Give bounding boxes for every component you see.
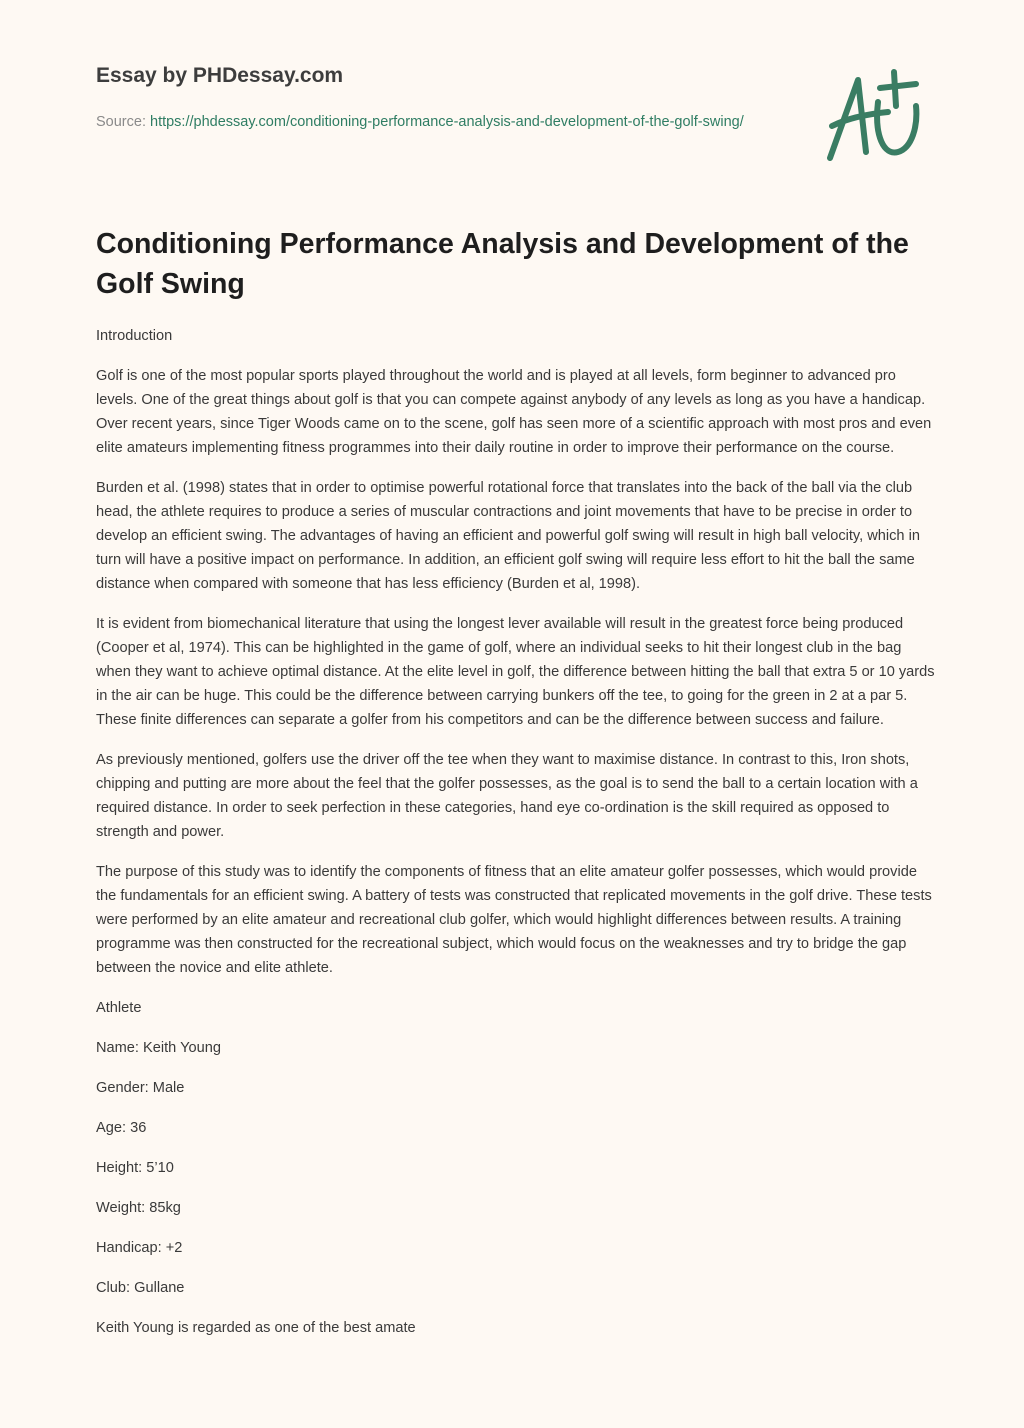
source-line [96, 110, 756, 134]
paragraph: Burden et al. (1998) states that in order to optimise powerful rotational force that translates into the back of the ball via the club head, the athlete requires to produce a series of muscular contractions and joint movements that have to be precise in order to develop an efficient swing. The advantages of having an efficient and powerful golf swing will result in high ball velocity, which in turn will have a positive impact on performance. In addition, an efficient golf swing will require less effort to hit the ball the same distance when compared with someone that has less efficiency (Burden et al, 1998). [96, 480, 920, 592]
paragraph: Name: Keith Young [96, 1040, 221, 1056]
paragraph: Golf is one of the most popular sports played throughout the world and is played at all levels, form beginner to advanced pro levels. One of the great things about golf is that you can compete against anybody of any levels as long as you have a handicap. Over recent years, since Tiger Woods came on to the scene, golf has seen more of a scientific approach with most pros and even elite amateurs implementing fitness programmes into their daily routine in order to improve their performance on the course. [96, 368, 932, 456]
paragraph: Height: 5’10 [96, 1160, 174, 1176]
site-brand: Essay by PHDessay.com [96, 64, 344, 87]
source-link[interactable]: https://phdessay.com/conditioning-performance-analysis-and-development-of-the-golf-swing/ [150, 114, 744, 130]
a-plus-logo-icon [818, 66, 928, 166]
paragraph: The purpose of this study was to identify the components of fitness that an elite amateur golfer possesses, which would provide the fundamentals for an efficient swing. A battery of tests was constructed that replicated movements in the golf drive. These tests were performed by an elite amateur and recreational club golfer, which would highlight differences between results. A training programme was then constructed for the recreational subject, which would focus on the weaknesses and try to bridge the gap between the novice and elite athlete. [96, 864, 932, 976]
essay-title: Conditioning Performance Analysis and Development of the Golf Swing [96, 228, 909, 300]
paragraph: Keith Young is regarded as one of the best amate [96, 1320, 416, 1336]
source-label: Source: [96, 114, 150, 130]
paragraph: As previously mentioned, golfers use the driver off the tee when they want to maximise distance. In contrast to this, Iron shots, chipping and putting are more about the feel that the golfer possesses, as the goal is to send the ball to a certain location with a required distance. In order to seek perfection in these categories, hand eye co-ordination is the skill required as opposed to strength and power. [96, 752, 918, 840]
paragraph: Introduction [96, 328, 173, 344]
paragraph: Weight: 85kg [96, 1200, 181, 1216]
paragraph: Club: Gullane [96, 1280, 185, 1296]
essay-body [96, 324, 936, 1356]
paragraph: It is evident from biomechanical literature that using the longest lever available will result in the greatest force being produced (Cooper et al, 1974). This can be highlighted in the game of golf, where an individual seeks to hit their longest club in the bag when they want to achieve optimal distance. At the elite level in golf, the difference between hitting the ball that extra 5 or 10 yards in the air can be huge. This could be the difference between carrying bunkers off the tee, to going for the green in 2 at a par 5. These finite differences can separate a golfer from his competitors and can be the difference between success and failure. [96, 616, 935, 728]
paragraph: Handicap: +2 [96, 1240, 183, 1256]
paragraph: Athlete [96, 1000, 142, 1016]
paragraph: Gender: Male [96, 1080, 185, 1096]
paragraph: Age: 36 [96, 1120, 147, 1136]
